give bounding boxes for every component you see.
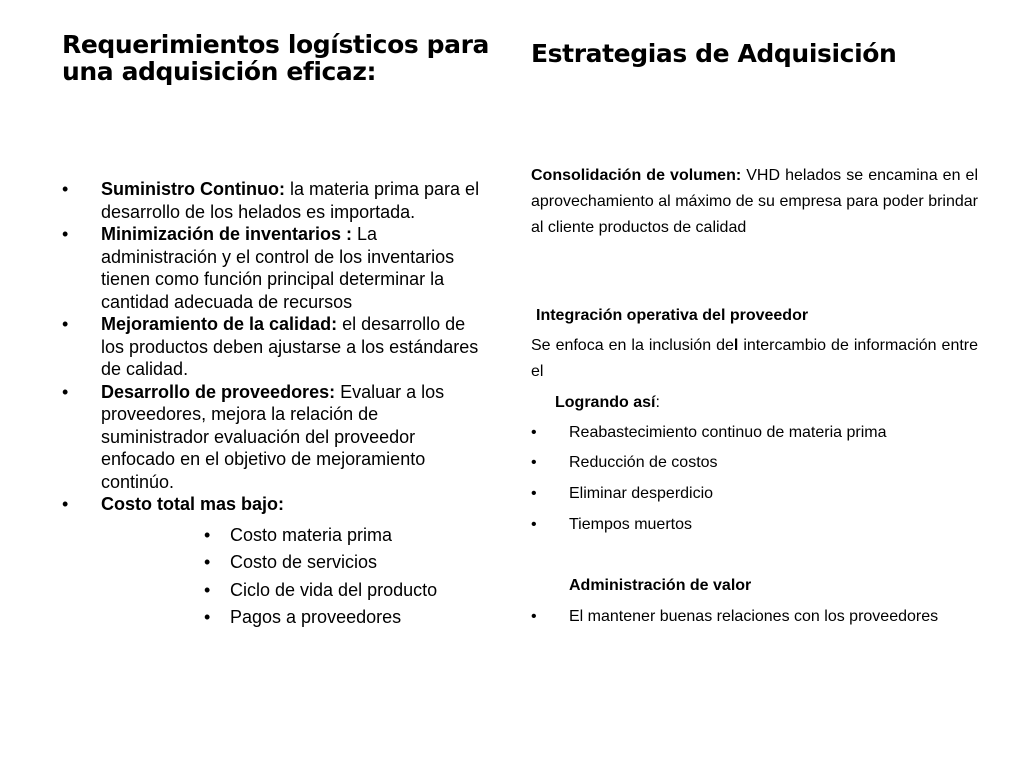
- integration-heading: Integración operativa del proveedor: [536, 307, 809, 324]
- list-item: [62, 381, 490, 494]
- consolidation-paragraph: [531, 163, 978, 241]
- achievement-text: Reducción de costos: [569, 454, 718, 471]
- list-item: [62, 313, 490, 381]
- integration-text-bold: l: [733, 337, 739, 354]
- bullet: •: [204, 524, 211, 545]
- achieving-label-bold: Lograndо así: [555, 394, 656, 411]
- item-text: el desarrollo de los productos deben ajustarse a los estándares de calidad.: [101, 314, 479, 379]
- requirements-list: [62, 178, 490, 632]
- achieving-label: [555, 390, 1002, 416]
- bullet: •: [204, 552, 211, 572]
- item-label: Mejoramiento de la calidad:: [101, 314, 338, 334]
- item-label: Costo total mas bajo:: [101, 494, 285, 514]
- sub-item-text: Pagos a proveedores: [230, 607, 402, 627]
- bullet: •: [62, 224, 69, 244]
- integration-paragraph: [531, 333, 978, 385]
- list-item: [531, 450, 978, 476]
- sub-list-item: [101, 604, 490, 632]
- right-title: Estrategias de Adquisición: [531, 39, 897, 68]
- bullet: •: [204, 607, 211, 627]
- sub-list-item: [101, 549, 490, 577]
- achievement-text: Eliminar desperdicio: [569, 485, 714, 502]
- list-item: [531, 604, 978, 630]
- integration-text: Se enfoca en la inclusión de: [531, 337, 734, 354]
- cost-sublist: [101, 522, 490, 632]
- list-item: [531, 420, 978, 446]
- list-item: [62, 223, 490, 313]
- integration-text-end: intercambio de información entre el: [531, 337, 979, 380]
- left-title: Requerimientos logísticos para una adquisición eficaz:: [62, 30, 489, 86]
- bullet: •: [62, 314, 69, 334]
- item-label: Desarrollo de proveedores:: [101, 381, 336, 402]
- consolidation-text: VHD helados se encamina en el aprovechamiento al máximo de su empresa para poder brindar al cliente productos de calidad: [531, 167, 978, 236]
- sub-list-item: [101, 522, 490, 550]
- bullet: •: [204, 579, 211, 600]
- achievement-text: Tiempos muertos: [569, 516, 692, 533]
- bullet: •: [531, 516, 537, 533]
- bullet: •: [62, 179, 69, 199]
- sub-list-item: [101, 577, 490, 605]
- bullet: •: [531, 424, 537, 441]
- value-admin-text: El mantener buenas relaciones con los proveedores: [569, 608, 939, 625]
- item-text: Evaluar a los proveedores, mejora la relación de suministrador evaluación del proveedor enfocado en el objetivo de mejoramiento continúo.: [101, 381, 445, 492]
- list-item: [531, 481, 978, 507]
- bullet: •: [531, 454, 537, 471]
- list-item: [531, 512, 978, 538]
- bullet: •: [62, 494, 69, 514]
- list-item: [62, 178, 490, 223]
- consolidation-label: Consolidación de volumen:: [531, 167, 742, 184]
- list-item: [62, 493, 490, 632]
- item-text: La administración y el control de los inventarios tienen como función principal determinar la cantidad adecuada de recursos: [101, 224, 455, 312]
- sub-item-text: Ciclo de vida del producto: [230, 579, 438, 600]
- value-admin-heading: Administración de valor: [569, 577, 752, 594]
- sub-item-text: Costo materia prima: [230, 524, 393, 545]
- bullet: •: [531, 608, 537, 625]
- item-label: Suministro Continuo:: [101, 179, 285, 199]
- item-label: Minimización de inventarios :: [101, 224, 353, 244]
- bullet: •: [531, 485, 537, 502]
- achieving-colon: :: [655, 394, 660, 411]
- sub-item-text: Costo de servicios: [230, 552, 378, 572]
- item-text: la materia prima para el desarrollo de los helados es importada.: [101, 179, 480, 222]
- bullet: •: [62, 381, 69, 402]
- achievement-text: Reabastecimiento continuo de materia prima: [569, 424, 887, 441]
